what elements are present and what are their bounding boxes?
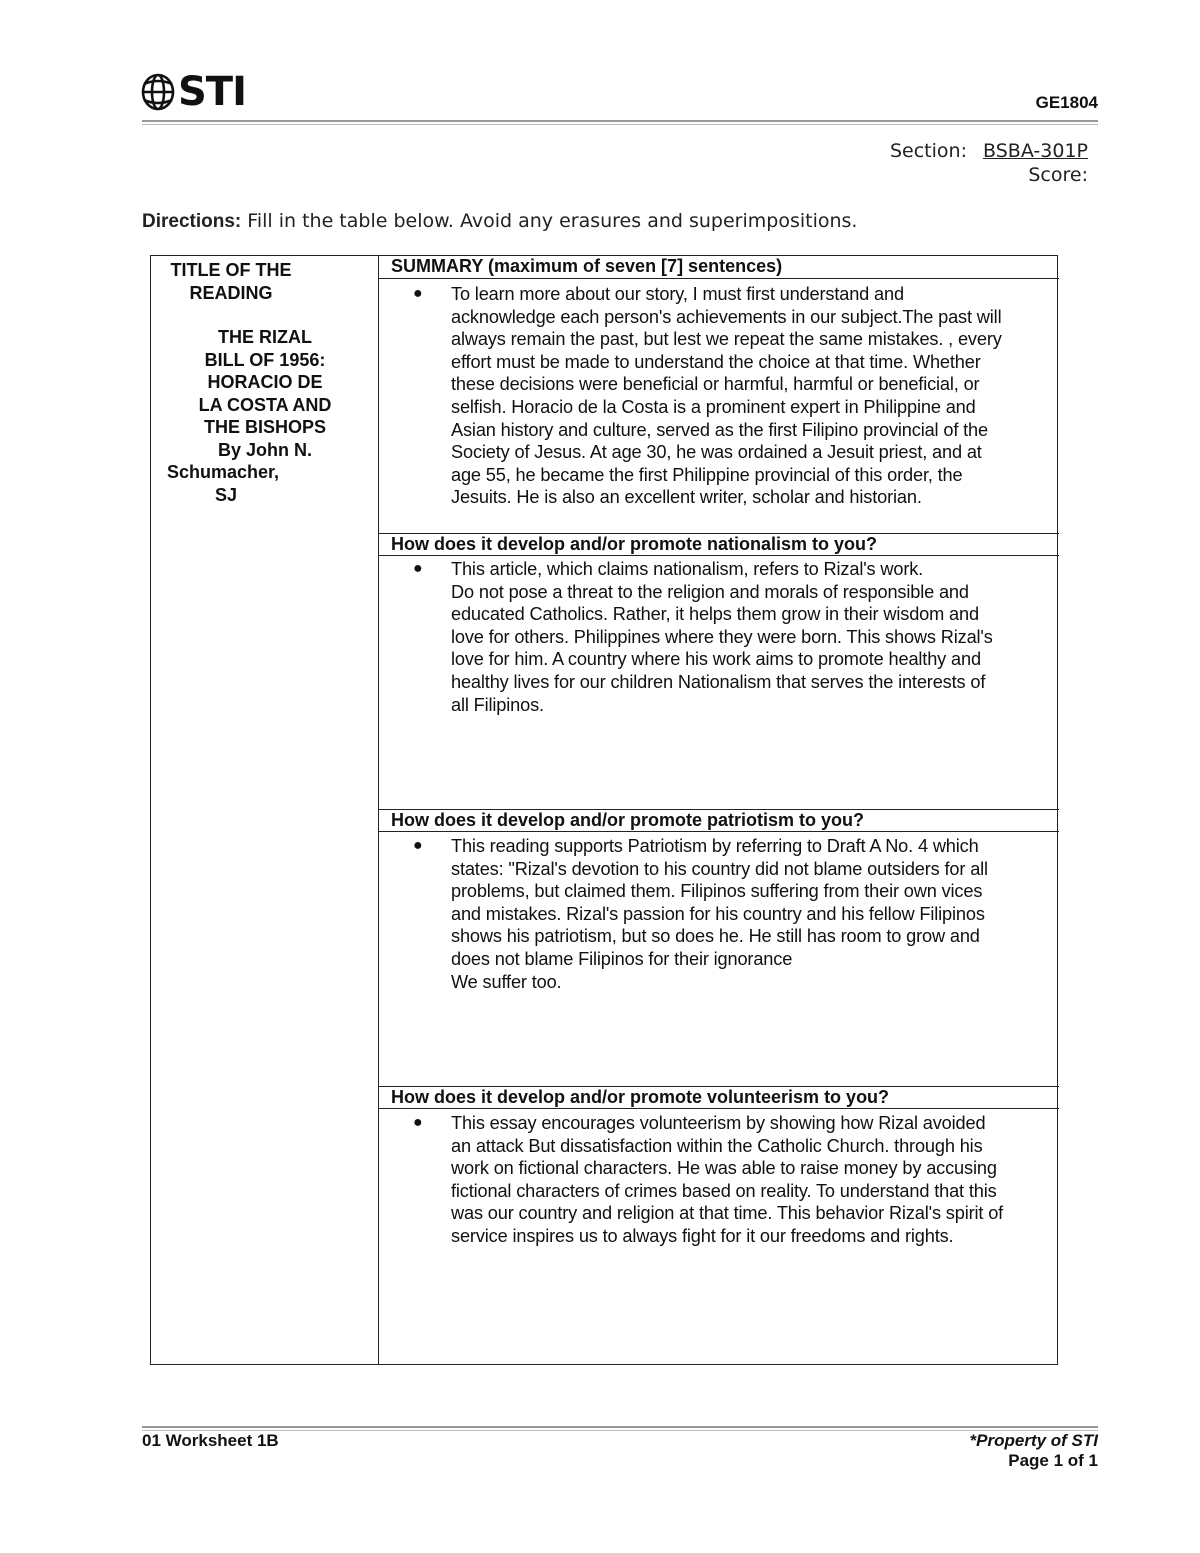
section-label: Section: [889, 140, 967, 162]
course-code: GE1804 [1035, 93, 1098, 112]
reading-title-line: BILL OF 1956: [204, 349, 326, 370]
bullet-icon: ● [413, 1114, 423, 1131]
text-line: healthy lives for our children Nationalism that serves the interests of [451, 671, 986, 692]
text-line: This article, which claims nationalism, refers to Rizal's work. [451, 559, 924, 579]
reading-title-line: THE RIZAL [218, 327, 312, 347]
text-line: states: "Rizal's devotion to his country did not blame outsiders for all [451, 858, 988, 879]
title-header-line: READING [189, 283, 273, 303]
text-line: love for others. Philippines where they were born. This shows Rizal's [451, 626, 993, 647]
text-line: all Filipinos. [451, 694, 544, 715]
nationalism-text [451, 558, 1057, 716]
reading-title-line: LA COSTA AND [198, 394, 332, 415]
worksheet-table [150, 255, 1058, 1365]
volunteerism-heading: How does it develop and/or promote volunteerism to you? [379, 1086, 1059, 1109]
text-line: and mistakes. Rizal's passion for his country and his fellow Filipinos [451, 903, 985, 924]
text-line: always remain the past, but lest we repeat the same mistakes. , every [451, 329, 1002, 350]
text-line: This essay encourages volunteerism by showing how Rizal avoided [451, 1113, 986, 1133]
summary-text [451, 283, 1057, 509]
reading-title [165, 326, 365, 506]
text-line: selfish. Horacio de la Costa is a prominent expert in Philippine and [451, 396, 976, 417]
section-field [890, 140, 1088, 162]
property-label: *Property of STI [969, 1431, 1098, 1450]
text-line: acknowledge each person's achievements in our subject.The past will [451, 306, 1002, 327]
score-label: Score: [1028, 164, 1088, 186]
summary-cell [379, 283, 1059, 531]
reading-title-line: Schumacher, [167, 462, 280, 482]
section-value: BSBA-301P [983, 140, 1088, 162]
reading-title-line: SJ [215, 484, 238, 505]
text-line: To learn more about our story, I must first understand and [451, 284, 904, 304]
worksheet-label: 01 Worksheet 1B [142, 1431, 279, 1450]
bullet-icon: ● [413, 560, 423, 577]
text-line: problems, but claimed them. Filipinos suffering from their own vices [451, 881, 983, 902]
text-line: an attack But dissatisfaction within the Catholic Church. through his [451, 1135, 983, 1156]
text-line: service inspires us to always fight for it our freedoms and rights. [451, 1225, 954, 1246]
patriotism-text [451, 835, 1057, 993]
text-line: fictional characters of crimes based on reality. To understand that this [451, 1180, 997, 1201]
reading-title-line: By John N. [217, 439, 312, 460]
text-line: work on fictional characters. He was able to raise money by accusing [451, 1158, 997, 1179]
nationalism-cell [379, 558, 1059, 808]
text-line: effort must be made to understand the choice at that time. Whether [451, 351, 981, 372]
text-line: This reading supports Patriotism by referring to Draft A No. 4 which [451, 836, 979, 856]
text-line: love for him. A country where his work aims to promote healthy and [451, 649, 981, 670]
text-line: age 55, he became the first Philippine provincial of this order, the [451, 464, 963, 485]
reading-title-line: THE BISHOPS [203, 417, 327, 437]
volunteerism-cell [379, 1112, 1059, 1362]
directions-label: Directions: [142, 211, 242, 232]
patriotism-cell [379, 835, 1059, 1085]
text-line: does not blame Filipinos for their ignorance [451, 948, 793, 969]
volunteerism-text [451, 1112, 1057, 1248]
sti-logo [140, 70, 246, 114]
reading-title-line: HORACIO DE [207, 372, 323, 392]
title-column [151, 256, 379, 1364]
directions [142, 210, 857, 233]
text-line: Do not pose a threat to the religion and morals of responsible and [451, 581, 969, 602]
summary-heading: SUMMARY (maximum of seven [7] sentences) [379, 256, 1059, 279]
text-line: Asian history and culture, served as the first Filipino provincial of the [451, 419, 988, 440]
logo-text: STI [178, 69, 246, 115]
text-line: these decisions were beneficial or harmful, harmful or beneficial, or [451, 374, 980, 395]
score-field [1028, 164, 1088, 186]
text-line: was our country and religion at that time. This behavior Rizal's spirit of [451, 1203, 1004, 1224]
title-header-line: TITLE OF THE [170, 260, 292, 280]
title-header [161, 259, 301, 305]
bullet-icon: ● [413, 285, 423, 302]
text-line: Jesuits. He is also an excellent writer, scholar and historian. [451, 487, 922, 508]
page-number: Page 1 of 1 [1008, 1451, 1098, 1470]
globe-icon [140, 72, 176, 112]
footer-rule [142, 1426, 1098, 1431]
text-line: We suffer too. [451, 971, 562, 992]
nationalism-heading: How does it develop and/or promote nationalism to you? [379, 533, 1059, 556]
text-line: shows his patriotism, but so does he. He still has room to grow and [451, 926, 980, 947]
header-rule [142, 120, 1098, 125]
bullet-icon: ● [413, 837, 423, 854]
directions-text: Fill in the table below. Avoid any erasures and superimpositions. [241, 210, 858, 232]
text-line: educated Catholics. Rather, it helps them grow in their wisdom and [451, 604, 979, 625]
text-line: Society of Jesus. At age 30, he was ordained a Jesuit priest, and at [451, 442, 982, 463]
patriotism-heading: How does it develop and/or promote patriotism to you? [379, 809, 1059, 832]
